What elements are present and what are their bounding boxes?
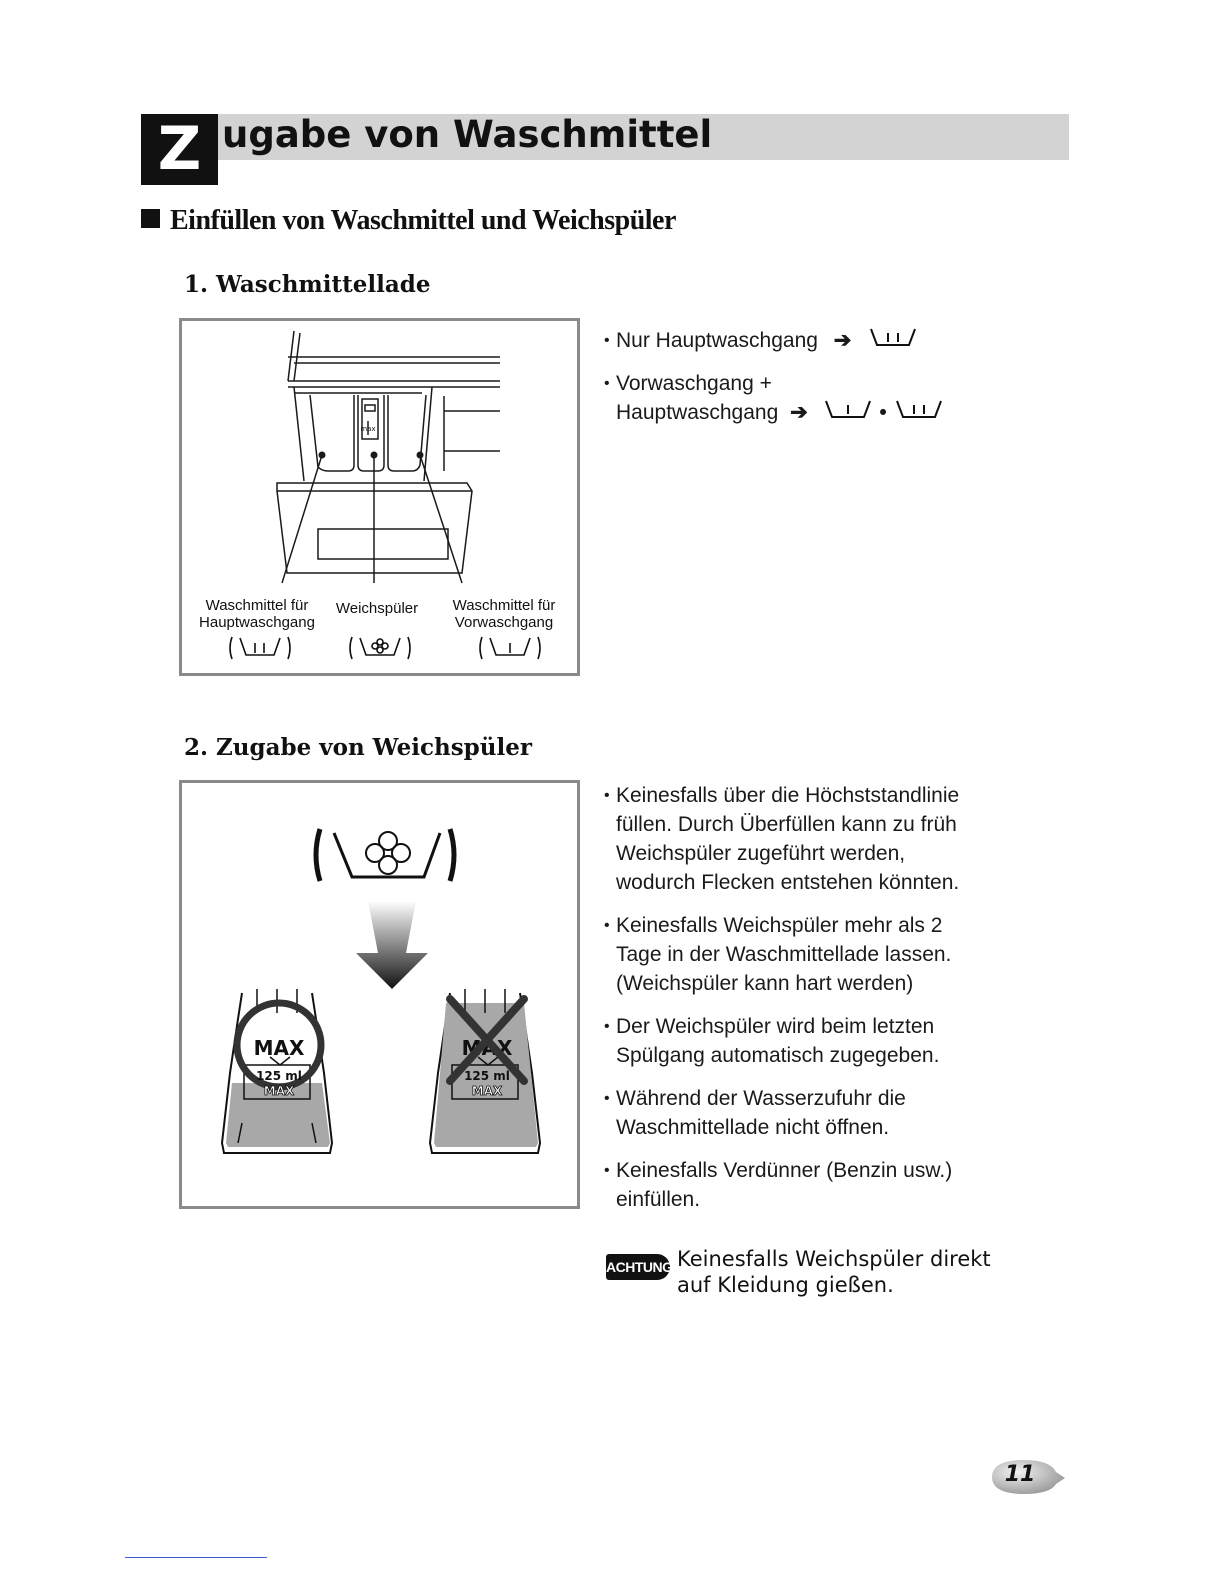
max-label: MAX: [461, 1036, 513, 1060]
caption-main-wash: [192, 597, 322, 631]
container-correct: [222, 989, 332, 1153]
bullet-two-days: • Keinesfalls Weichspüler mehr als 2 Tage in der Waschmittellade lassen. (Weichspüler kann hart werden): [604, 911, 984, 998]
container-wrong: [430, 989, 540, 1153]
max-label: MAX: [253, 1036, 305, 1060]
softener-illustration: [182, 783, 577, 1206]
main-wash-symbol-icon: [226, 635, 294, 661]
caption-prewash: [436, 597, 572, 631]
caption-pre-line2: Vorwaschgang: [454, 614, 554, 631]
prewash-symbol-icon: [824, 399, 872, 421]
title-initial: Z: [141, 114, 218, 185]
square-bullet-icon: [141, 209, 160, 228]
section-heading-text: Einfüllen von Waschmittel und Weichspüler: [170, 205, 676, 236]
separator-dot: •: [879, 401, 887, 424]
max-label-lower: MAX: [263, 1084, 295, 1098]
section-heading: [141, 204, 676, 238]
softener-symbol-icon: [346, 635, 414, 661]
footer-rule: [125, 1557, 267, 1558]
bullet-thinner: • Keinesfalls Verdünner (Benzin usw.) einfüllen.: [604, 1156, 984, 1214]
caption-main-line2: Hauptwaschgang: [199, 614, 315, 631]
max-mark-label: max: [360, 425, 376, 433]
part2-heading: 2. Zugabe von Weichspüler: [184, 734, 532, 761]
bullet-last-rinse: • Der Weichspüler wird beim letzten Spülgang automatisch zugegeben.: [604, 1012, 984, 1070]
softener-figure: [179, 780, 580, 1209]
caption-softener: Weichspüler: [335, 600, 419, 617]
caution-badge: ACHTUNG: [606, 1254, 670, 1280]
bullet-main-wash-text: Nur Hauptwaschgang: [616, 329, 818, 352]
part1-bullets: [604, 326, 1004, 441]
arrow-icon: ➔: [790, 401, 808, 424]
bullet-water-intake: • Während der Wasserzufuhr die Waschmittellade nicht öffnen.: [604, 1084, 984, 1142]
part1-heading: 1. Waschmittellade: [184, 271, 431, 298]
max-label-lower: MAX: [471, 1084, 503, 1098]
bullet-prewash: [604, 369, 1004, 427]
down-arrow-icon: [356, 901, 428, 989]
drawer-figure: [179, 318, 580, 676]
volume-label: 125 ml: [464, 1069, 510, 1083]
volume-label: 125 ml: [256, 1069, 302, 1083]
caption-main-line1: Waschmittel für: [205, 597, 309, 614]
main-wash-symbol-icon: [895, 399, 943, 421]
bullet-prewash-line2: Hauptwaschgang: [616, 401, 779, 424]
caution-text: Keinesfalls Weichspüler direkt auf Kleidung gießen.: [677, 1247, 991, 1297]
prewash-symbol-icon: [476, 635, 544, 661]
softener-symbol-icon: [316, 829, 454, 881]
bullet-prewash-line1: • Vorwaschgang +: [616, 372, 772, 395]
bullet-overfill: • Keinesfalls über die Höchststandlinie füllen. Durch Überfüllen kann zu früh Weichspüler zugeführt werden, wodurch Flecken entstehen könnten.: [604, 781, 984, 897]
page-title: ugabe von Waschmittel: [222, 113, 713, 156]
arrow-icon: ➔: [833, 329, 852, 352]
caption-pre-line1: Waschmittel für: [452, 597, 556, 614]
part2-bullets: [604, 781, 984, 1228]
main-wash-symbol-icon: [869, 327, 917, 349]
bullet-prewash-line2-row: [616, 398, 1004, 427]
page-number: 11: [1004, 1462, 1036, 1487]
bullet-main-wash: [604, 326, 1004, 355]
